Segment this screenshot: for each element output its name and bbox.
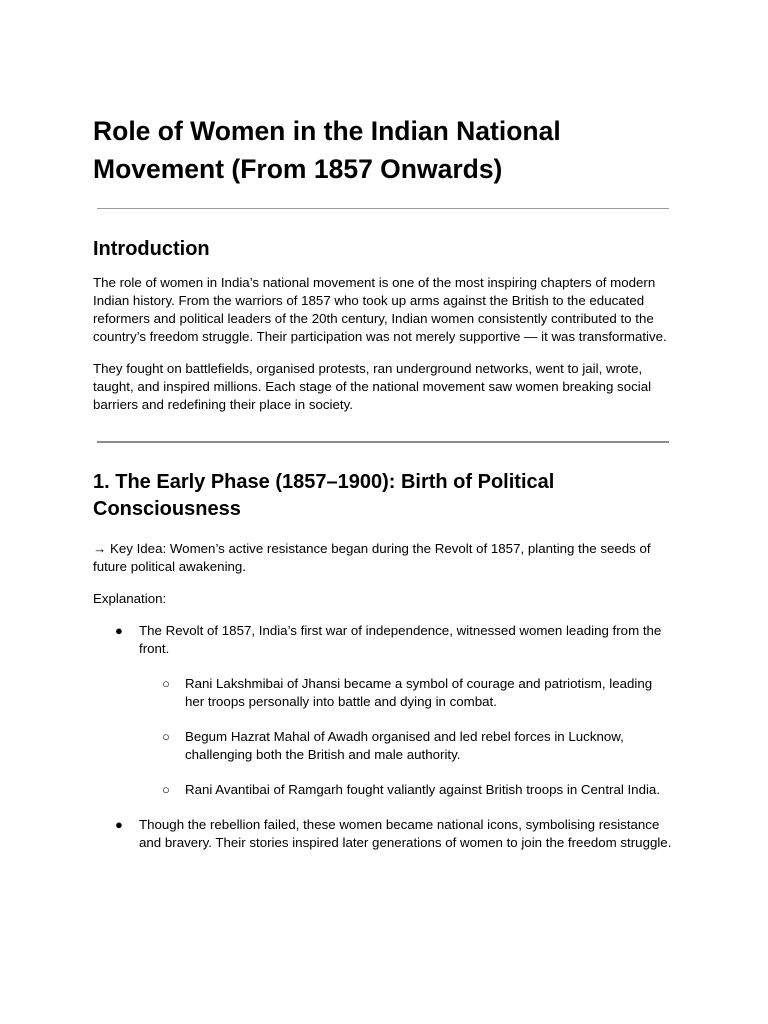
sub-bullet-list (93, 675, 675, 799)
list-item (93, 622, 675, 658)
bullet-icon: ● (115, 817, 123, 832)
list-item (93, 728, 675, 764)
list-item-text: Begum Hazrat Mahal of Awadh organised and led rebel forces in Lucknow, challenging both the British and male authority. (185, 729, 624, 762)
intro-paragraph: They fought on battlefields, organised protests, ran underground networks, went to jail, wrote, taught, and inspired millions. Each stage of the national movement saw women breaking social barriers and redefining their place in society. (93, 361, 652, 412)
list-item (93, 675, 675, 711)
circle-bullet-icon: ○ (162, 782, 170, 797)
bullet-list (93, 622, 675, 658)
document-page (93, 112, 675, 852)
list-item-text: Though the rebellion failed, these women became national icons, symbolising resistance and bravery. Their stories inspired later generations of women to join the freedom struggle. (139, 817, 672, 850)
intro-paragraph: The role of women in India’s national movement is one of the most inspiring chapters of modern Indian history. From the warriors of 1857 who took up arms against the British to the educated reformers and political leaders of the 20th century, Indian women consistently contributed to the country’s freedom struggle. Their participation was not merely supportive — it was transformative. (93, 275, 667, 344)
document-title: Role of Women in the Indian National Movement (From 1857 Onwards) (93, 116, 561, 184)
explanation-label: Explanation: (93, 591, 167, 606)
circle-bullet-icon: ○ (162, 729, 170, 744)
list-item (93, 816, 675, 852)
key-idea: → Key Idea: Women’s active resistance began during the Revolt of 1857, planting the seeds of future political awakening. (93, 541, 651, 574)
bullet-icon: ● (115, 623, 123, 638)
section-heading-early-phase: 1. The Early Phase (1857–1900): Birth of Political Consciousness (93, 471, 555, 520)
bullet-list (93, 816, 675, 852)
circle-bullet-icon: ○ (162, 676, 170, 691)
list-item (93, 781, 675, 799)
list-item-text: Rani Avantibai of Ramgarh fought valiantly against British troops in Central India. (185, 782, 661, 797)
list-item-text: Rani Lakshmibai of Jhansi became a symbol of courage and patriotism, leading her troops personally into battle and dying in combat. (185, 676, 653, 709)
section-heading-introduction: Introduction (93, 238, 210, 260)
list-item-text: The Revolt of 1857, India’s first war of independence, witnessed women leading from the front. (139, 623, 662, 656)
